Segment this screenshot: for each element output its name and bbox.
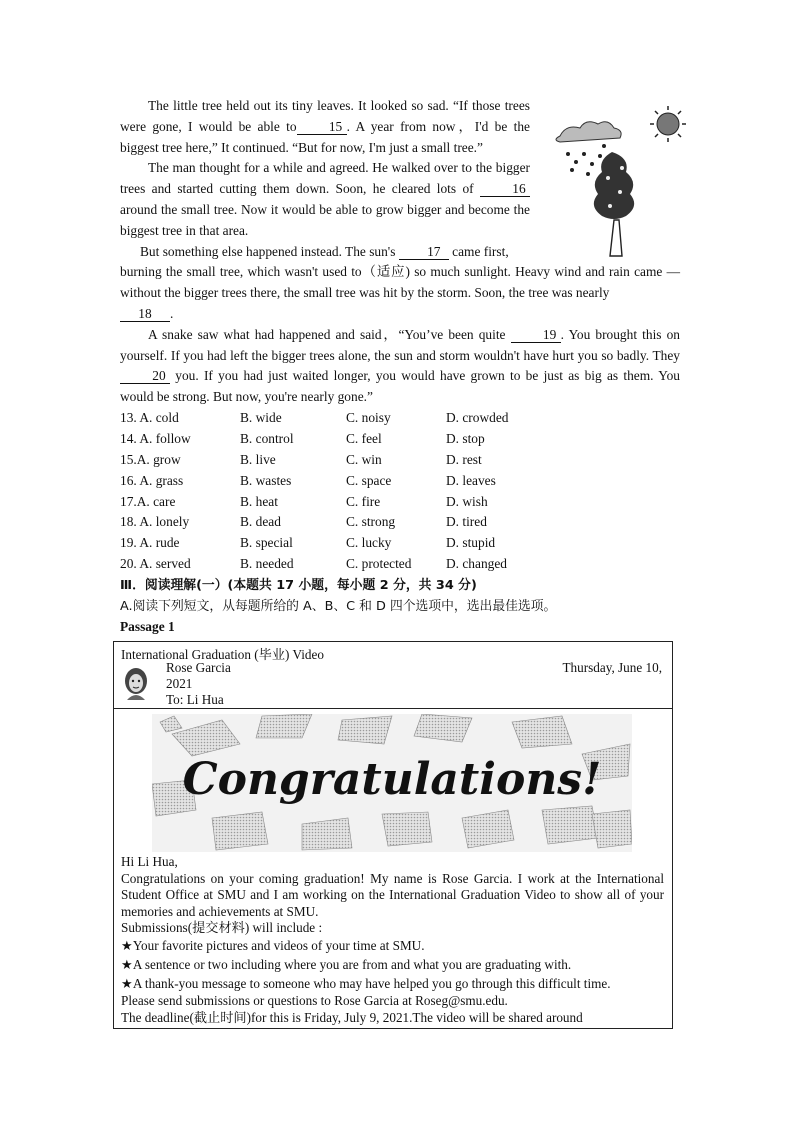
option-row <box>120 512 680 533</box>
submission-item: ★A sentence or two including where you are from and what you are graduating with. <box>121 956 572 972</box>
blank-17: 17 <box>399 244 449 260</box>
page-content <box>120 96 680 637</box>
option-b: B. heat <box>240 493 278 509</box>
option-row <box>120 554 680 575</box>
email-recipient: To: Li Hua <box>166 692 224 707</box>
option-a: 17.A. care <box>120 493 176 509</box>
cloze-text: But something else happened instead. The sun's <box>140 243 396 259</box>
deadline-text: The deadline(截止时间)for this is Friday, July 9, 2021.The video will be shared around <box>121 1009 583 1025</box>
option-b: B. control <box>240 430 294 446</box>
option-a: 13. A. cold <box>120 409 179 425</box>
blank-19: 19 <box>511 327 561 343</box>
submission-item: ★Your favorite pictures and videos of your time at SMU. <box>121 937 425 953</box>
option-row <box>120 533 680 554</box>
blank-16: 16 <box>480 181 530 197</box>
option-b: B. needed <box>240 556 294 572</box>
option-row <box>120 450 680 471</box>
cloze-text: burning the small tree, which wasn't used to（适应) so much sunlight. Heavy wind and rain came — without the bigger trees there, the small tree was hit by the storm. Soon, the tree was nearly <box>120 264 680 301</box>
option-b: B. special <box>240 535 293 551</box>
option-a: 15.A. grow <box>120 451 181 467</box>
cloze-text: The little tree held out its tiny leaves. It looked so sad. “If those trees were gone, I would be able to <box>120 98 530 134</box>
congratulations-banner <box>152 714 632 852</box>
email-year: 2021 <box>166 676 193 691</box>
send-instruction: Please send submissions or questions to Rose Garcia at Roseg@smu.edu. <box>121 993 508 1009</box>
option-c: C. win <box>346 451 382 467</box>
cloze-text: around the small tree. Now it would be able to grow bigger and become the biggest tree in that area. <box>120 201 530 238</box>
option-a: 14. A. follow <box>120 430 191 446</box>
option-c: C. protected <box>346 556 412 572</box>
option-row <box>120 471 680 492</box>
option-a: 20. A. served <box>120 556 191 572</box>
option-c: C. lucky <box>346 535 392 551</box>
cloze-text: The man thought for a while and agreed. He walked over to the bigger trees and started cutting them down. Soon, he cleared lots of <box>120 160 530 197</box>
tree-illustration <box>542 102 692 258</box>
option-b: B. wide <box>240 409 282 425</box>
option-d: D. tired <box>446 514 487 530</box>
option-c: C. feel <box>346 430 382 446</box>
option-b: B. wastes <box>240 472 292 488</box>
email-greeting: Hi Li Hua, <box>121 854 178 869</box>
option-d: D. wish <box>446 493 488 509</box>
option-d: D. crowded <box>446 409 509 425</box>
option-d: D. stop <box>446 430 485 446</box>
cloze-text: A snake saw what had happened and said，“You’ve been quite <box>148 326 506 342</box>
option-a: 18. A. lonely <box>120 514 190 530</box>
options-list <box>120 408 680 575</box>
banner-text: Congratulations! <box>182 754 602 805</box>
cloze-text: came first, <box>452 243 509 259</box>
cloze-text: . You brought this on yourself. If you had left the bigger trees alone, the sun and storm wouldn't have hurt you so badly. They <box>120 326 680 363</box>
avatar-icon <box>123 666 149 700</box>
option-a: 16. A. grass <box>120 472 184 488</box>
submission-item: ★A thank-you message to someone who may have helped you go through this difficult time. <box>121 975 611 991</box>
option-d: D. stupid <box>446 535 496 551</box>
cloze-text: . A year from now，I'd be the biggest tree here,” It continued. “But for now, I'm just a small tree.” <box>120 118 530 155</box>
email-sender: Rose Garcia <box>166 660 231 675</box>
cloze-text: . <box>170 305 174 321</box>
option-d: D. changed <box>446 556 507 572</box>
email-box <box>113 641 673 1029</box>
email-paragraph: Congratulations on your coming graduation! My name is Rose Garcia. I work at the International Student Office at SMU and I am working on the International Graduation Video to show all of your memories and achievements at SMU. <box>121 870 664 919</box>
option-row <box>120 429 680 450</box>
cloze-text: you. If you had just waited longer, you would have grown to be just as big as them. You would be strong. But now, you're nearly gone.” <box>120 368 680 405</box>
email-title: International Graduation (毕业) Video <box>121 647 324 662</box>
section-heading: Ⅲ．阅读理解(一）(本题共 17 小题，每小题 2 分，共 34 分) <box>120 578 477 594</box>
section-instruction: A.阅读下列短文，从每题所给的 A、B、C 和 D 四个选项中，选出最佳选项。 <box>120 599 557 615</box>
option-d: D. leaves <box>446 472 496 488</box>
option-c: C. space <box>346 472 392 488</box>
option-a: 19. A. rude <box>120 535 180 551</box>
option-row <box>120 492 680 513</box>
email-body <box>121 854 664 1027</box>
email-header <box>114 642 672 709</box>
option-b: B. live <box>240 451 276 467</box>
option-row <box>120 408 680 429</box>
blank-18: 18 <box>120 306 170 322</box>
blank-20: 20 <box>120 368 170 384</box>
submissions-label: Submissions(提交材料) will include : <box>121 920 323 936</box>
option-c: C. strong <box>346 514 396 530</box>
option-c: C. fire <box>346 493 381 509</box>
email-date: Thursday, June 10, <box>562 660 662 675</box>
passage-label: Passage 1 <box>120 619 175 635</box>
option-c: C. noisy <box>346 409 391 425</box>
option-d: D. rest <box>446 451 482 467</box>
option-b: B. dead <box>240 514 281 530</box>
blank-15: 15 <box>297 119 347 135</box>
